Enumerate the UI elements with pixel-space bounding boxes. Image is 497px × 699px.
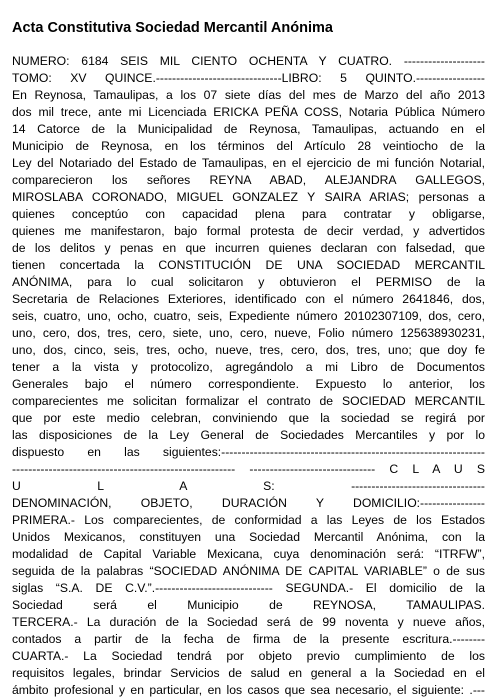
document-line: comparecientes me solicitan formalizar el contrato de SOCIEDAD MERCANTIL — [12, 394, 485, 408]
document-line: Sociedad será el Municipio de REYNOSA, TAMAULIPAS. — [12, 598, 485, 612]
document-line: Generales bajo el número correspondiente. Expuesto lo anterior, los — [12, 377, 485, 391]
document-line: modalidad de Capital Variable Mexicana, cuya denominación será: “ITRFW”, — [12, 547, 485, 561]
document-line: NUMERO: 6184 SEIS MIL CIENTO OCHENTA Y CUATRO. -------------------- — [12, 54, 485, 68]
document-line: quienes me manifestaron, bajo formal protesta de decir verdad, y advertidos — [12, 224, 485, 238]
document-line: requisitos legales, brindar Servicios de salud en general a la Sociedad en el — [12, 666, 485, 680]
document-body — [12, 53, 485, 699]
document-line: En Reynosa, Tamaulipas, a los 07 siete días del mes de Marzo del año 2013 — [12, 88, 485, 102]
document-line: DENOMINACIÓN, OBJETO, DURACIÓN Y DOMICILIO:---------------- — [12, 496, 485, 510]
document-line: seguida de la palabras “SOCIEDAD ANÓNIMA DE CAPITAL VARIABLE” o de sus — [12, 564, 485, 578]
document-line: ANÓNIMA, para lo cual solicitaron y obtuvieron el PERMISO de la — [12, 275, 485, 289]
document-line: las disposiciones de la Ley General de Sociedades Mercantiles y por lo — [12, 428, 485, 442]
document-line: uno, cero, dos, tres, cero, siete, uno, cero, nueve, Folio número 125638930231, — [12, 326, 485, 340]
document-line: TERCERA.- La duración de la Sociedad será de 99 noventa y nueve años, — [12, 615, 485, 629]
document-line: ámbito profesional y en particular, en los casos que sea necesario, el siguiente: .--- — [12, 683, 485, 697]
document-line: Municipio de Reynosa, en los términos del Artículo 28 veintiocho de la — [12, 139, 485, 153]
document-line: 14 Catorce de la Municipalidad de Reynosa, Tamaulipas, actuando en el — [12, 122, 485, 136]
document-line: comparecieron los señores REYNA ABAD, ALEJANDRA GALLEGOS, — [12, 173, 485, 187]
document-line: ------------------------------------------------------- ------------------------------- C L A U S — [12, 462, 485, 476]
document-line: uno, dos, cinco, seis, tres, ocho, nueve, tres, cero, dos, tres, uno; que doy fe — [12, 343, 485, 357]
document-line: tener a la vista y protocolizo, agregándolo a mi Libro de Documentos — [12, 360, 485, 374]
document-line: CUARTA.- La Sociedad tendrá por objeto previo cumplimiento de los — [12, 649, 485, 663]
document-line: MIROSLABA CORONADO, MIGUEL GONZALEZ Y SAIRA ARIAS; personas a — [12, 190, 485, 204]
document-line: siglas “S.A. DE C.V.”.----------------------------- SEGUNDA.- El domicilio de la — [12, 581, 485, 595]
document-line: Ley del Notariado del Estado de Tamaulipas, en el ejercicio de mi función Notarial, — [12, 156, 485, 170]
document-line: PRIMERA.- Los comparecientes, de conformidad a las Leyes de los Estados — [12, 513, 485, 527]
document-line: dos mil trece, ante mi Licenciada ERICKA PEÑA COSS, Notaria Pública Número — [12, 105, 485, 119]
document-line: TOMO: XV QUINCE.-------------------------------LIBRO: 5 QUINTO.----------------- — [12, 71, 485, 85]
document-title: Acta Constitutiva Sociedad Mercantil Anónima — [12, 20, 333, 36]
document-line: tienen concertada la CONSTITUCIÓN DE UNA SOCIEDAD MERCANTIL — [12, 258, 485, 272]
document-line: de los delitos y penas en que incurren quienes declaran con falsedad, que — [12, 241, 485, 255]
document-line: contados a partir de la fecha de firma de la presente escritura.-------- — [12, 632, 485, 646]
document-line: dispuesto en las siguientes:----------------------------------------------------------------- — [12, 445, 485, 459]
document-line: Unidos Mexicanos, constituyen una Sociedad Mercantil Anónima, con la — [12, 530, 485, 544]
document-line: seis, cuatro, uno, ocho, cuatro, seis, Expediente número 20102307109, dos, cero, — [12, 309, 485, 323]
document-line: quienes conceptúo con capacidad plena para contratar y obligarse, — [12, 207, 485, 221]
document-line: que por este medio celebran, conviniendo que la sociedad se regirá por — [12, 411, 485, 425]
document-line: Secretaria de Relaciones Exteriores, identificado con el número 2641846, dos, — [12, 292, 485, 306]
document-line: U L A S: --------------------------------- — [12, 479, 485, 493]
